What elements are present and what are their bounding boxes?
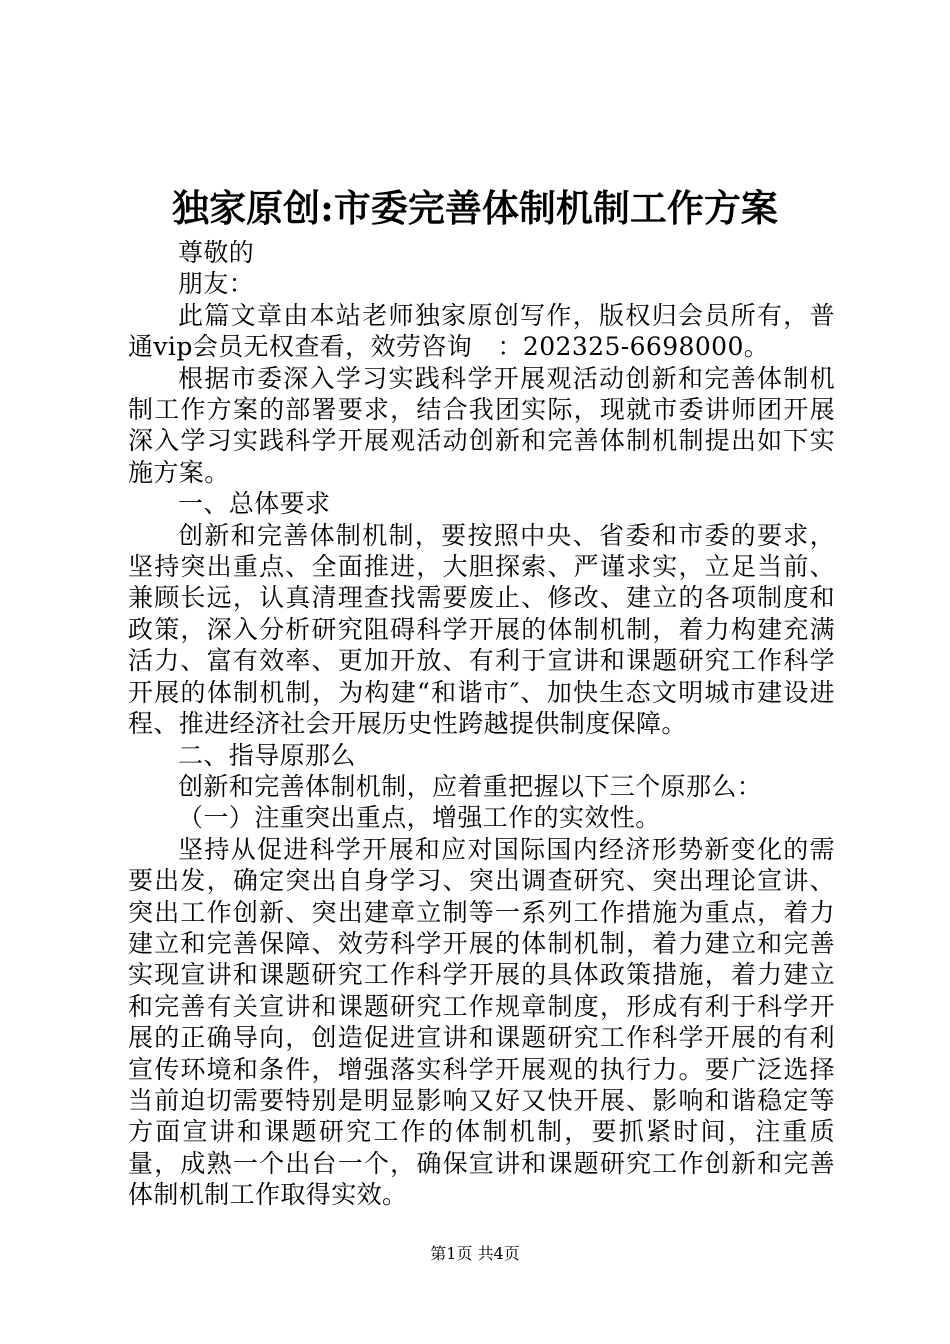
section-heading-2: 二、指导原那么: [178, 740, 356, 770]
subsection-heading-1: （一）注重突出重点，增强工作的实效性。: [178, 803, 661, 833]
intro-paragraph: 根据市委深入学习实践科学开展观活动创新和完善体制机制工作方案的部署要求，结合我团实际，现就市委讲师团开展深入学习实践科学开展观活动创新和完善体制机制提出如下实施方案。: [128, 363, 835, 487]
section-1-paragraph: 创新和完善体制机制，要按照中央、省委和市委的要求，坚持突出重点、全面推进，大胆探索、严谨求实，立足当前、兼顾长远，认真清理查找需要废止、修改、建立的各项制度和政策，深入分析研究阻碍科学开展的体制机制，着力构建充满活力、富有效率、更加开放、有利于宣讲和课题研究工作科学开展的体制机制，为构建“和谐市″、加快生态文明城市建设进程、推进经济社会开展历史性跨越提供制度保障。: [128, 520, 835, 739]
copyright-notice: 此篇文章由本站老师独家原创写作，版权归会员所有，普通vip会员无权查看，效劳咨询 ：202325-6698000。: [128, 300, 835, 362]
salutation-line-2: 朋友：: [178, 269, 255, 299]
section-heading-1: 一、总体要求: [178, 489, 331, 519]
section-2-intro: 创新和完善体制机制，应着重把握以下三个原那么：: [178, 771, 763, 801]
page-footer: 第1页 共4页: [430, 1244, 520, 1263]
document-body: [128, 237, 835, 1211]
salutation-line-1: 尊敬的: [178, 238, 255, 267]
document-title: 独家原创:市委完善体制机制工作方案: [172, 186, 778, 230]
subsection-1-paragraph: 坚持从促进科学开展和应对国际国内经济形势新变化的需要出发，确定突出自身学习、突出调查研究、突出理论宣讲、突出工作创新、突出建章立制等一系列工作措施为重点，着力建立和完善保障、效劳科学开展的体制机制，着力建立和完善实现宣讲和课题研究工作科学开展的具体政策措施，着力建立和完善有关宣讲和课题研究工作规章制度，形成有利于科学开展的正确导向，创造促进宣讲和课题研究工作科学开展的有利宣传环境和条件，增强落实科学开展观的执行力。要广泛选择当前迫切需要特别是明显影响又好又快开展、影响和谐稳定等方面宣讲和课题研究工作的体制机制，要抓紧时间，注重质量，成熟一个出台一个，确保宣讲和课题研究工作创新和完善体制机制工作取得实效。: [128, 834, 835, 1210]
